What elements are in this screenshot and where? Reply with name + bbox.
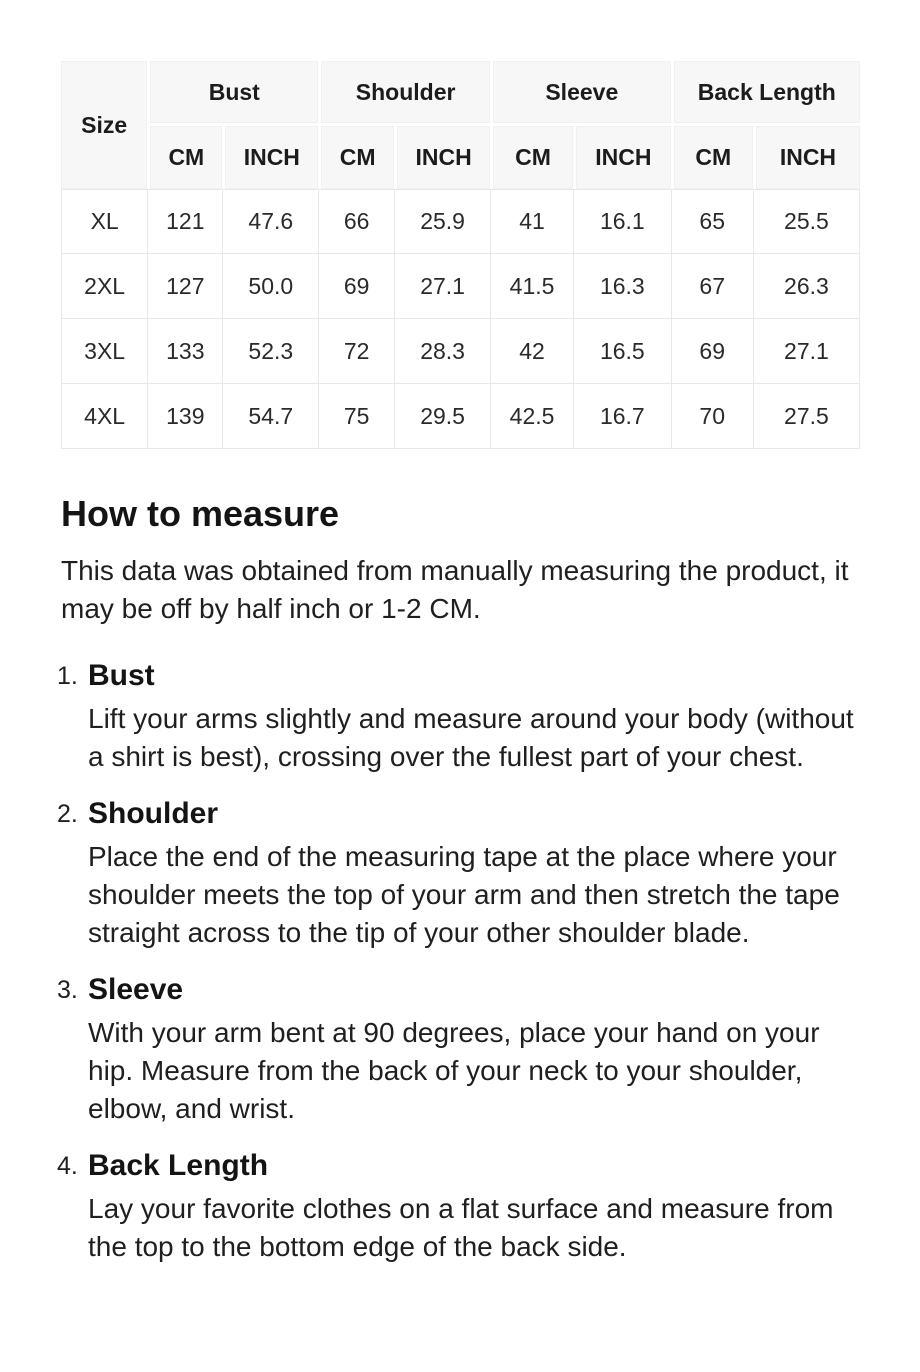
value-cell: 27.5 [753, 384, 860, 449]
value-cell: 72 [318, 319, 394, 384]
value-cell: 52.3 [222, 319, 318, 384]
value-cell: 28.3 [394, 319, 490, 384]
unit-header-sleeve-inch: INCH [573, 123, 670, 189]
measure-step-bust [57, 654, 860, 776]
value-cell: 66 [318, 189, 394, 254]
step-body [88, 654, 860, 776]
value-cell: 70 [671, 384, 753, 449]
value-cell: 42.5 [490, 384, 573, 449]
unit-header-shoulder-cm: CM [318, 123, 394, 189]
step-term: Back Length [88, 1149, 269, 1182]
value-cell: 65 [671, 189, 753, 254]
unit-header-sleeve-cm: CM [490, 123, 573, 189]
value-cell: 16.7 [573, 384, 670, 449]
table-row [61, 384, 860, 449]
measure-step-shoulder [57, 792, 860, 952]
step-description: Lift your arms slightly and measure around your body (without a shirt is best), crossing over the fullest part of your chest. [88, 703, 854, 772]
size-cell: 4XL [61, 384, 147, 449]
value-cell: 75 [318, 384, 394, 449]
column-header-sleeve: Sleeve [490, 61, 671, 123]
value-cell: 139 [147, 384, 222, 449]
value-cell: 16.3 [573, 254, 670, 319]
step-body [88, 968, 860, 1128]
table-row [61, 254, 860, 319]
column-header-back-length: Back Length [671, 61, 860, 123]
measure-step-back-length [57, 1144, 860, 1266]
measure-step-sleeve [57, 968, 860, 1128]
column-header-bust: Bust [147, 61, 318, 123]
step-body [88, 792, 860, 952]
step-term: Bust [88, 659, 155, 692]
value-cell: 54.7 [222, 384, 318, 449]
size-cell: XL [61, 189, 147, 254]
size-cell: 3XL [61, 319, 147, 384]
size-cell: 2XL [61, 254, 147, 319]
value-cell: 27.1 [753, 319, 860, 384]
value-cell: 41.5 [490, 254, 573, 319]
value-cell: 121 [147, 189, 222, 254]
column-header-size: Size [61, 61, 147, 189]
step-description: Lay your favorite clothes on a flat surface and measure from the top to the bottom edge of the back side. [88, 1193, 834, 1262]
value-cell: 16.5 [573, 319, 670, 384]
step-term: Shoulder [88, 797, 219, 830]
value-cell: 25.9 [394, 189, 490, 254]
step-number: 3. [57, 976, 78, 1004]
column-header-shoulder: Shoulder [318, 61, 490, 123]
value-cell: 16.1 [573, 189, 670, 254]
value-cell: 67 [671, 254, 753, 319]
how-to-measure-intro: This data was obtained from manually measuring the product, it may be off by half inch or 1-2 CM. [61, 555, 849, 624]
step-term: Sleeve [88, 973, 184, 1006]
value-cell: 41 [490, 189, 573, 254]
value-cell: 50.0 [222, 254, 318, 319]
value-cell: 26.3 [753, 254, 860, 319]
value-cell: 29.5 [394, 384, 490, 449]
table-row [61, 189, 860, 254]
table-group-header-row [61, 61, 860, 123]
step-description: Place the end of the measuring tape at the place where your shoulder meets the top of your arm and then stretch the tape straight across to the tip of your other shoulder blade. [88, 841, 840, 948]
step-number: 4. [57, 1152, 78, 1180]
value-cell: 47.6 [222, 189, 318, 254]
value-cell: 27.1 [394, 254, 490, 319]
unit-header-back-inch: INCH [753, 123, 860, 189]
step-number: 1. [57, 662, 78, 690]
value-cell: 25.5 [753, 189, 860, 254]
unit-header-shoulder-inch: INCH [394, 123, 490, 189]
table-row [61, 319, 860, 384]
how-to-measure-title: How to measure [61, 493, 340, 534]
step-body [88, 1144, 860, 1266]
value-cell: 69 [318, 254, 394, 319]
step-description: With your arm bent at 90 degrees, place your hand on your hip. Measure from the back of your neck to your shoulder, elbow, and wrist. [88, 1017, 820, 1124]
unit-header-bust-cm: CM [147, 123, 222, 189]
unit-header-bust-inch: INCH [222, 123, 318, 189]
table-unit-header-row [61, 123, 860, 189]
unit-header-back-cm: CM [671, 123, 753, 189]
value-cell: 42 [490, 319, 573, 384]
measure-steps-list [57, 654, 860, 1266]
step-number: 2. [57, 800, 78, 828]
size-chart-table [61, 61, 860, 449]
value-cell: 127 [147, 254, 222, 319]
value-cell: 133 [147, 319, 222, 384]
value-cell: 69 [671, 319, 753, 384]
